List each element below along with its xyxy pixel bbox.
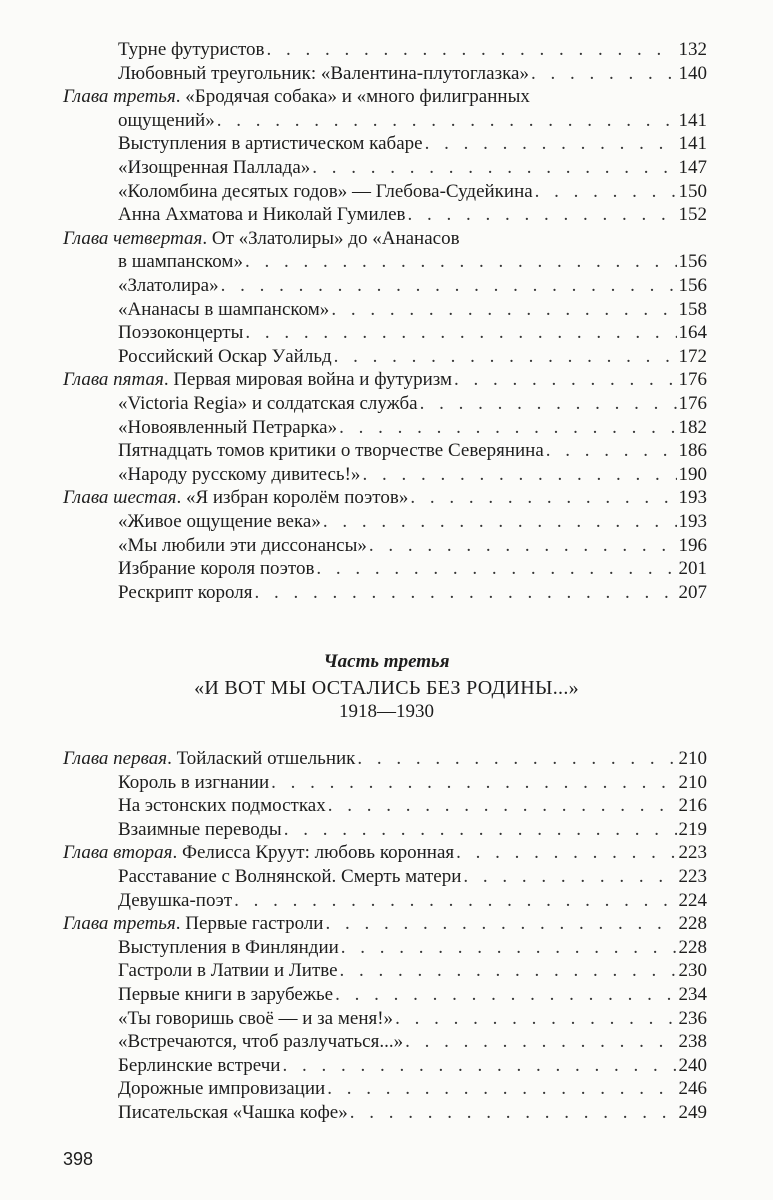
entry-page-number: 193 xyxy=(678,487,707,509)
dot-leader xyxy=(341,936,677,960)
entry-page-number: 228 xyxy=(678,936,707,958)
dot-leader xyxy=(245,321,676,345)
entry-title xyxy=(118,1054,280,1078)
toc-entry xyxy=(118,936,707,960)
toc-entry xyxy=(118,62,707,86)
entry-page-number: 230 xyxy=(678,960,707,982)
dot-leader xyxy=(282,1054,676,1078)
entry-title-text: Король в изгнании xyxy=(118,771,270,793)
entry-title-text: «Златолира» xyxy=(118,275,219,296)
dot-leader xyxy=(331,298,676,322)
entry-page-number: 240 xyxy=(678,1054,707,1076)
toc-entry xyxy=(63,841,707,865)
entry-page-number: 156 xyxy=(678,275,707,296)
dot-leader xyxy=(425,132,677,156)
entry-page-number: 224 xyxy=(678,889,707,911)
entry-title xyxy=(118,463,360,487)
toc-entry xyxy=(118,983,707,1007)
dot-leader xyxy=(395,1007,676,1031)
toc-entry xyxy=(118,156,707,180)
toc-entry xyxy=(63,912,707,936)
dot-leader xyxy=(405,1030,676,1054)
entry-title xyxy=(63,912,323,936)
entry-page-number: 193 xyxy=(678,511,707,532)
toc-entry xyxy=(118,534,707,558)
part-years: 1918—1930 xyxy=(339,701,434,722)
entry-title xyxy=(118,818,282,842)
entry-title xyxy=(118,180,533,204)
chapter-title-text: . «Я избран королём поэтов» xyxy=(176,487,409,509)
entry-title xyxy=(118,416,337,440)
entry-title-text: Выступления в Финляндии xyxy=(118,936,339,958)
chapter-title-text: . От «Златолиры» до «Ананасов xyxy=(202,227,460,249)
toc-entry xyxy=(118,250,707,274)
chapter-label: Глава четвертая xyxy=(63,227,203,249)
entry-page-number: 158 xyxy=(678,298,707,320)
dot-leader xyxy=(312,156,676,180)
part-label: Часть третья xyxy=(323,651,450,672)
entry-title xyxy=(118,298,329,322)
dot-leader xyxy=(217,109,677,133)
toc-entry xyxy=(118,463,707,487)
toc-entry xyxy=(118,1054,707,1078)
entry-title xyxy=(118,1030,403,1054)
toc-entry xyxy=(118,794,707,818)
entry-page-number: 164 xyxy=(678,322,707,344)
entry-title-text: «Новоявленный Петрарка» xyxy=(118,416,338,438)
chapter-heading-line xyxy=(63,85,530,109)
entry-title-text: Дорожные импровизации xyxy=(118,1078,326,1100)
entry-title-text: Рескрипт короля xyxy=(118,581,253,603)
entry-page-number: 176 xyxy=(678,369,707,391)
dot-leader xyxy=(245,250,677,274)
dot-leader xyxy=(316,557,676,581)
entry-title-text: Берлинские встречи xyxy=(118,1054,281,1076)
entry-page-number: 228 xyxy=(678,913,707,935)
entry-title-text: Писательская «Чашка кофе» xyxy=(118,1102,348,1123)
toc-entry xyxy=(118,38,707,62)
chapter-title-text: . «Бродячая собака» и «много филигранных xyxy=(175,86,530,108)
entry-page-number: 207 xyxy=(678,581,707,603)
entry-title-text: «Народу русскому дивитесь!» xyxy=(118,463,361,485)
entry-title xyxy=(118,1007,393,1031)
entry-page-number: 156 xyxy=(678,251,707,273)
entry-title xyxy=(118,959,338,983)
entry-title-text: На эстонских подмостках xyxy=(118,795,326,817)
toc-entry xyxy=(118,889,707,913)
entry-title xyxy=(118,771,269,795)
dot-leader xyxy=(323,510,677,534)
entry-title xyxy=(118,109,215,133)
entry-title xyxy=(118,439,544,463)
entry-title-text: «Коломбина десятых годов» — Глебова-Судейкина xyxy=(118,180,533,202)
toc-entry xyxy=(118,771,707,795)
part-title: «И ВОТ МЫ ОСТАЛИСЬ БЕЗ РОДИНЫ...» xyxy=(194,677,579,699)
entry-page-number: 216 xyxy=(678,795,707,817)
entry-page-number: 210 xyxy=(678,748,707,769)
entry-title-text: Любовный треугольник: «Валентина-плутоглазка» xyxy=(118,62,529,84)
entry-title-text: «Живое ощущение века» xyxy=(118,511,321,532)
toc-entry xyxy=(63,747,707,771)
entry-page-number: 186 xyxy=(678,440,707,462)
dot-leader xyxy=(535,180,677,204)
entry-title xyxy=(118,62,529,86)
dot-leader xyxy=(325,912,676,936)
chapter-heading-line xyxy=(63,227,460,251)
toc-entry xyxy=(118,1077,707,1101)
dot-leader xyxy=(350,1101,677,1125)
entry-title xyxy=(118,1101,348,1125)
dot-leader xyxy=(335,983,676,1007)
entry-page-number: 196 xyxy=(678,534,707,556)
toc-entry xyxy=(118,180,707,204)
toc-entry xyxy=(118,581,707,605)
entry-page-number: 219 xyxy=(678,818,707,840)
toc-entry xyxy=(118,298,707,322)
entry-page-number: 172 xyxy=(678,345,707,367)
entry-title-text: «Встречаются, чтоб разлучаться...» xyxy=(118,1031,404,1053)
toc-entry xyxy=(118,345,707,369)
toc-entry xyxy=(118,557,707,581)
entry-title-text: «Изощренная Паллада» xyxy=(118,157,311,178)
dot-leader xyxy=(284,818,677,842)
entry-page-number: 223 xyxy=(678,842,707,864)
entry-title xyxy=(118,510,321,534)
toc-entry xyxy=(118,1007,707,1031)
toc-entry xyxy=(118,1030,707,1054)
entry-title-text: «Victoria Regia» и солдатская служба xyxy=(118,393,418,414)
entry-title xyxy=(63,486,408,510)
chapter-title-text: . Тойлаский отшельник xyxy=(167,748,356,769)
toc-entry xyxy=(118,510,707,534)
entry-title-text: Пятнадцать томов критики о творчестве Северянина xyxy=(118,440,544,462)
dot-leader xyxy=(410,486,676,510)
chapter-title-text: . Фелисса Круут: любовь коронная xyxy=(172,842,455,864)
entry-title-text: Расставание с Волнянской. Смерть матери xyxy=(118,866,462,887)
dot-leader xyxy=(339,416,676,440)
toc-entry xyxy=(118,109,707,133)
dot-leader xyxy=(334,345,677,369)
entry-title xyxy=(118,38,265,62)
entry-page-number: 152 xyxy=(678,204,707,226)
entry-page-number: 249 xyxy=(678,1102,707,1123)
dot-leader xyxy=(408,203,677,227)
entry-title xyxy=(118,132,423,156)
entry-title-text: Гастроли в Латвии и Литве xyxy=(118,960,338,982)
toc-entry xyxy=(118,959,707,983)
entry-title-text: «Ты говоришь своё — и за меня!» xyxy=(118,1007,394,1029)
chapter-title-continuation: ощущений» xyxy=(118,109,215,131)
entry-page-number: 236 xyxy=(678,1007,707,1029)
dot-leader xyxy=(340,959,677,983)
toc-entry xyxy=(118,392,707,416)
dot-leader xyxy=(456,841,676,865)
entry-page-number: 238 xyxy=(678,1031,707,1053)
dot-leader xyxy=(454,368,676,392)
dot-leader xyxy=(463,865,676,889)
entry-title xyxy=(118,534,367,558)
entry-page-number: 234 xyxy=(678,984,707,1005)
entry-page-number: 246 xyxy=(678,1078,707,1100)
toc-entry xyxy=(63,486,707,510)
dot-leader xyxy=(255,581,677,605)
entry-title-text: Поэзоконцерты xyxy=(118,322,244,344)
entry-title xyxy=(118,250,243,274)
chapter-label: Глава пятая xyxy=(63,369,164,391)
dot-leader xyxy=(271,771,676,795)
entry-title xyxy=(118,156,310,180)
chapter-label: Глава шестая xyxy=(63,487,177,509)
entry-title xyxy=(118,936,339,960)
dot-leader xyxy=(357,747,676,771)
entry-title xyxy=(118,983,333,1007)
toc-entry xyxy=(118,274,707,298)
entry-page-number: 150 xyxy=(678,180,707,202)
dot-leader xyxy=(328,794,677,818)
dot-leader xyxy=(531,62,677,86)
chapter-title-text: . Первые гастроли xyxy=(175,913,324,935)
entry-title xyxy=(118,203,406,227)
toc-entry xyxy=(118,818,707,842)
entry-title xyxy=(118,794,326,818)
dot-leader xyxy=(327,1077,676,1101)
entry-title xyxy=(118,557,314,581)
entry-title xyxy=(118,889,232,913)
toc-entry xyxy=(118,321,707,345)
entry-page-number: 132 xyxy=(678,39,707,60)
toc-entry xyxy=(118,416,707,440)
dot-leader xyxy=(234,889,676,913)
entry-title xyxy=(118,274,219,298)
entry-title-text: Выступления в артистическом кабаре xyxy=(118,133,423,155)
entry-title xyxy=(63,368,452,392)
page-number: 398 xyxy=(63,1149,94,1169)
entry-title xyxy=(118,865,461,889)
dot-leader xyxy=(221,274,677,298)
entry-page-number: 140 xyxy=(678,62,707,84)
entry-title-text: Российский Оскар Уайльд xyxy=(118,345,332,367)
entry-title-text: Взаимные переводы xyxy=(118,818,282,840)
entry-page-number: 201 xyxy=(678,558,707,580)
chapter-title-text: . Первая мировая война и футуризм xyxy=(163,369,453,391)
entry-page-number: 223 xyxy=(678,866,707,887)
entry-page-number: 147 xyxy=(678,157,707,178)
toc-entry xyxy=(118,1101,707,1125)
entry-title-text: Анна Ахматова и Николай Гумилев xyxy=(118,204,406,226)
dot-leader xyxy=(546,439,677,463)
chapter-label: Глава третья xyxy=(63,86,176,108)
entry-title xyxy=(118,321,243,345)
entry-page-number: 141 xyxy=(678,109,707,131)
entry-title-text: Турне футуристов xyxy=(118,39,265,60)
entry-page-number: 210 xyxy=(678,771,707,793)
entry-title xyxy=(118,392,418,416)
entry-title xyxy=(63,841,454,865)
toc-entry xyxy=(118,132,707,156)
toc-entry xyxy=(118,865,707,889)
entry-title-text: Избрание короля поэтов xyxy=(118,558,315,580)
dot-leader xyxy=(420,392,677,416)
entry-title xyxy=(118,581,253,605)
chapter-label: Глава первая xyxy=(63,748,168,769)
dot-leader xyxy=(369,534,677,558)
entry-title-text: Девушка-поэт xyxy=(118,889,233,911)
entry-page-number: 141 xyxy=(678,133,707,155)
dot-leader xyxy=(267,38,677,62)
entry-title-text: Первые книги в зарубежье xyxy=(118,984,334,1005)
toc-entry xyxy=(118,439,707,463)
dot-leader xyxy=(362,463,676,487)
entry-title xyxy=(118,1077,325,1101)
chapter-label: Глава вторая xyxy=(63,842,173,864)
entry-page-number: 176 xyxy=(678,393,707,414)
entry-page-number: 190 xyxy=(678,463,707,485)
toc-entry xyxy=(118,203,707,227)
toc-entry xyxy=(63,368,707,392)
chapter-title-continuation: в шампанском» xyxy=(118,251,243,273)
entry-title xyxy=(118,345,332,369)
entry-title xyxy=(63,747,355,771)
entry-title-text: «Мы любили эти диссонансы» xyxy=(118,534,367,556)
chapter-label: Глава третья xyxy=(63,913,176,935)
entry-page-number: 182 xyxy=(678,416,707,438)
entry-title-text: «Ананасы в шампанском» xyxy=(118,298,330,320)
